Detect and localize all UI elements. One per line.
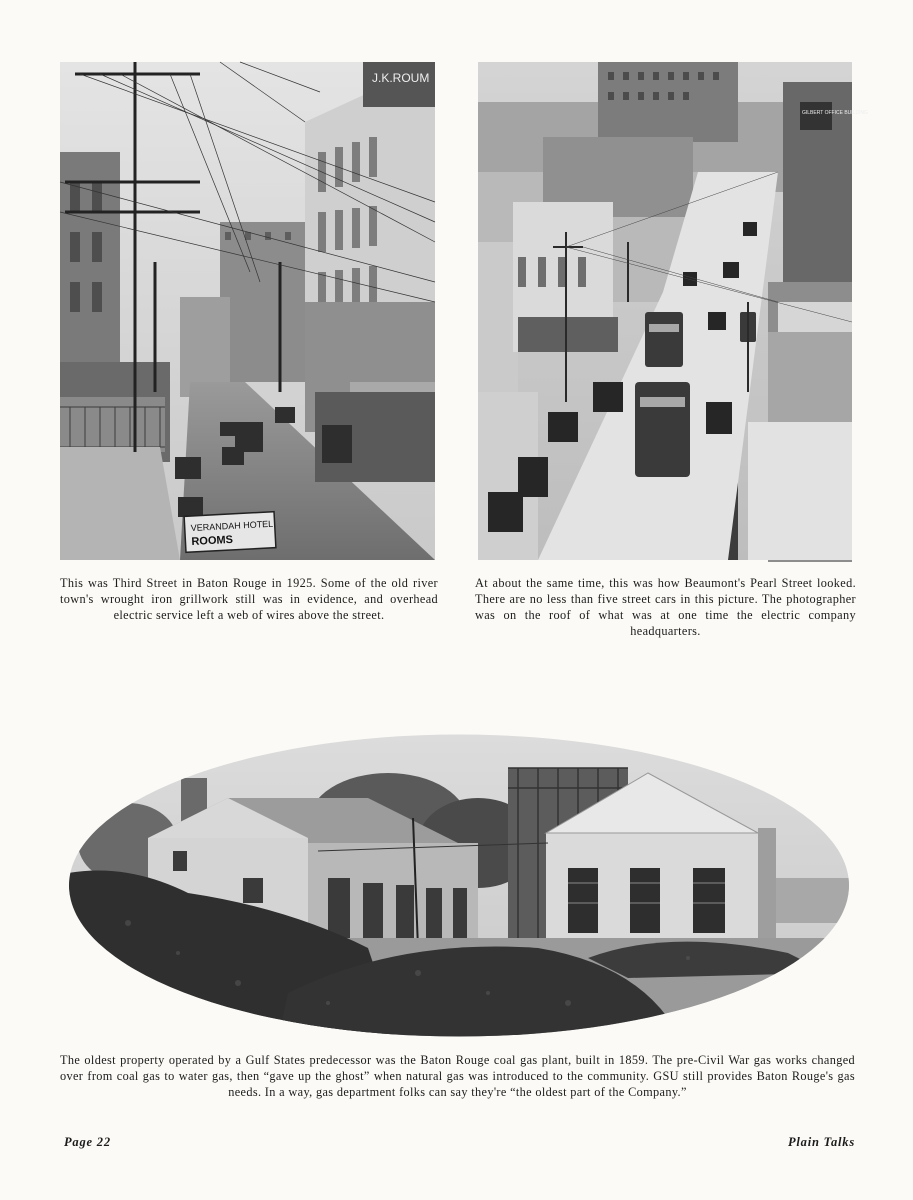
sign-rooms: ROOMS — [191, 533, 234, 549]
sign-gilbert-office-building: GILBERT OFFICE BUILDING — [802, 110, 868, 116]
publication-name: Plain Talks — [787, 1135, 855, 1149]
sign-verandah-hotel: VERANDAH HOTEL — [190, 518, 274, 534]
page-number: Page 22 — [64, 1135, 111, 1149]
caption-third-street: This was Third Street in Baton Rouge in 1925. Some of the old river town's wrought iron grillwork still was in evidence, and overhead electric service left a web of wires above the street. — [60, 576, 438, 622]
photo-pearl-street-beaumont — [478, 62, 868, 560]
photo-baton-rouge-coal-gas-plant — [68, 733, 850, 1038]
caption-pearl-street: At about the same time, this was how Beaumont's Pearl Street looked. There are no less than five street cars in this picture. The photographer was on the roof of what was at one time the electric company headquarters. — [475, 576, 856, 638]
caption-coal-gas-plant: The oldest property operated by a Gulf States predecessor was the Baton Rouge coal gas plant, built in 1859. The pre-Civil War gas works changed over from coal gas to water gas, then “gave up the ghost” when natural gas was introduced to the community. GSU still provides Baton Rouge's gas needs. In a way, gas department folks can say they're “the oldest part of the Company.” — [60, 1053, 855, 1099]
sign-jk-roum: J.K.ROUM — [372, 71, 430, 85]
photo-third-street-baton-rouge — [60, 62, 435, 560]
